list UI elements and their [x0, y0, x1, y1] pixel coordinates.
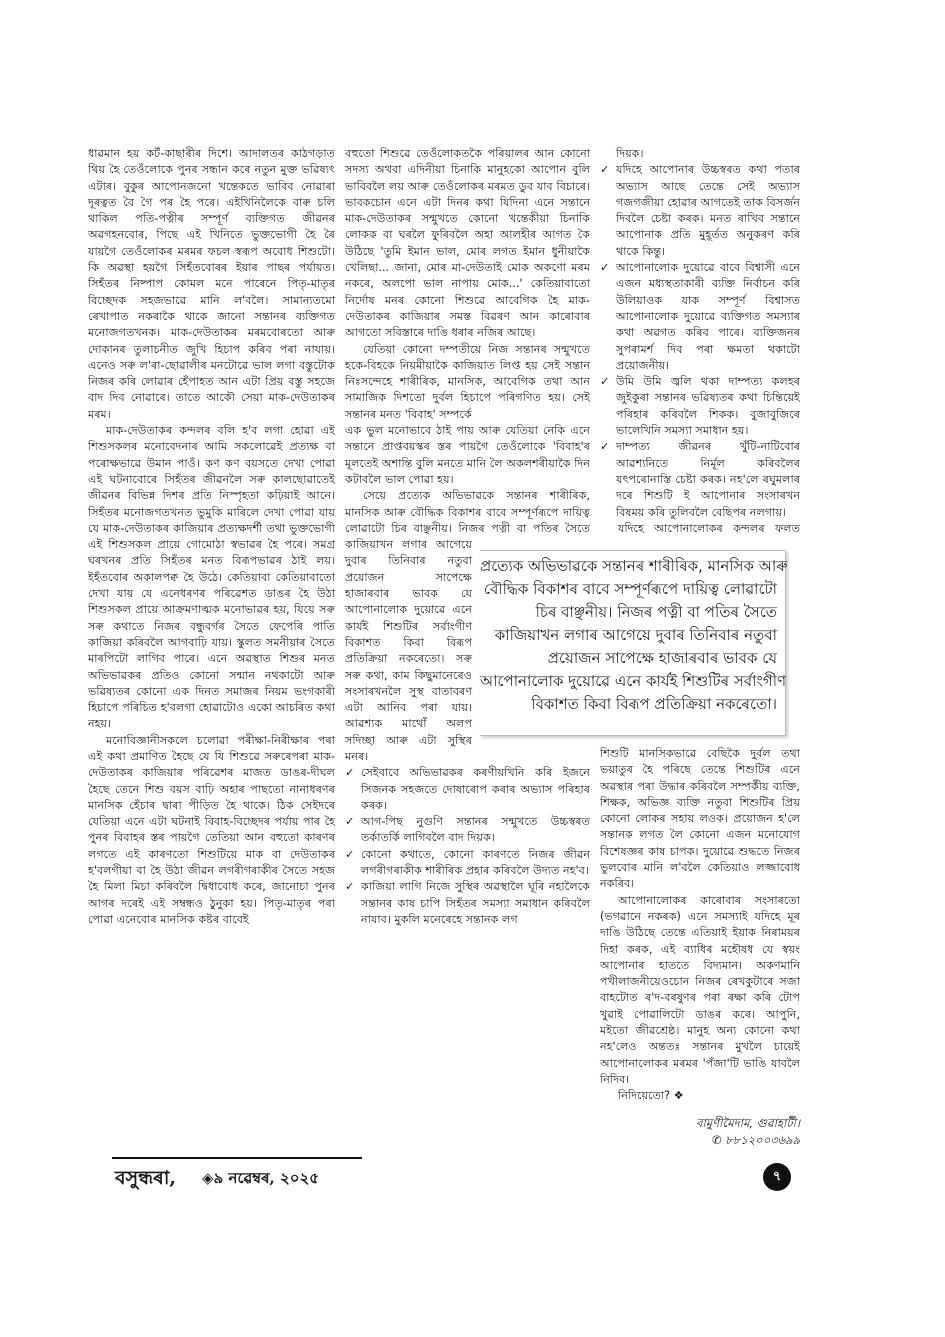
- pull-quote-line: বৌদ্ধিক বিকাশৰ বাবে সম্পূৰ্ণৰূপে দায়িত্ব লোৱাটো: [483, 580, 777, 598]
- paragraph: সেয়ে প্ৰত্যেক অভিভাৱকে সন্তানৰ শাৰীৰিক, মানসিক আৰু বৌদ্ধিক বিকাশৰ বাবে সম্পূৰ্ণৰূপে দায়িত্ব লোৱাটো চিৰ বাঞ্ছনীয়। নিজৰ পত্নী বা পতিৰ সৈতে কাজিয়াখন লগাৰ আগেয়ে দুবাৰ তিনিবাৰ নতুবা প্ৰয়োজন সাপেক্ষে হাজাৰবাৰ ভাবক যে আপোনালোক দুয়োৱে এনে কাৰ্যই শিশুটিৰ সৰ্বাংগীণ বিকাশত কিবা বিৰূপ প্ৰতিক্ৰিয়া নকৰেতো। সৰু সৰু কথা, কাম কিছুমানেৰেও সংসাৰখনলৈ সুস্থ বাতাবৰণ এটা আনিব পৰা যায়। আৱশ্যক মাথোঁ অলপ সদিচ্ছা আৰু এটা সুস্থিৰ মনৰ।: [345, 489, 590, 763]
- paragraph: এক ভুল মনোভাবে ঠাই পায় আৰু যেতিয়া নেকি এনে সন্তানে প্ৰাপ্তবয়স্কৰ স্তৰ পায়গৈ তেওঁলোকে 'বিবাহ'ৰ মূলতেই অশান্তি বুলি মনতে মানি লৈ অকলশৰীয়াকৈ দিন কটাবলৈ ভাল পোৱা হয়।: [345, 424, 590, 486]
- paragraph: মনোবিজ্ঞানীসকলে চলোৱা পৰীক্ষা-নিৰীক্ষাৰ পৰা এই কথা প্ৰমাণিত হৈছে যে যি শিশুৱে সৰুৰেপৰা মাক-দেউতাকৰ কাজিয়াৰ পৰিৱেশৰ মাজত ডাঙৰ-দীঘল হৈছে তেনে শিশু বয়স বাঢ়ি অহাৰ পাছতো নানাধৰণৰ মানসিক হেঁচাৰ দ্বাৰা পীড়িত হৈ থাকে। ঠিক সেইদৰে যেতিয়া এনে এটা ঘটনাই বিবাহ-বিচ্ছেদৰ পৰ্যায় পাৰ হৈ পুনৰ বিবাহৰ স্তৰ পায়গৈ তেতিয়া আন বহুতো কাৰণৰ লগতে এই কাৰণতো শিশুটিয়ে মাক বা দেউতাকৰ হ'বলগীয়া বা হৈ উঠা জীৱন লগৰীগৰাকীৰ সৈতে সহজ হৈ মিলা মিচা কৰিবলৈ দ্বিধাবোধ কৰে, জানোচা পুনৰ আগৰ দৰেই এই সম্বন্ধও ঠুনুকা হয়। পিতৃ-মাতৃৰ পৰা পোৱা এনেবোৰ মানসিক কষ্টৰ বাবেই: [88, 733, 335, 926]
- tip-item: ✓ কাজিয়া লাগি নিজে সুস্থিৰ অৱস্থালৈ ঘূৰি নহালৈকে সন্তানৰ কাষ চাপি সিহঁতৰ সমস্যা সমাধান কৰিবলৈ নাযাব। মুকলি মনেৰেহে সন্তানক লগ: [345, 879, 590, 928]
- pull-quote-line: প্ৰয়োজন সাপেক্ষে হাজাৰবাৰ ভাবক যে: [547, 649, 777, 667]
- tip-item: ✓ সেইবাবে অভিভাৱকৰ কৰণীয়খিনি কৰি ইজনে সিজনক সহজতে দোষাৰোপ কৰাৰ অভ্যাস পৰিহাৰ কৰক।: [345, 765, 590, 814]
- paragraph: নিদিয়েতো? ❖: [618, 1089, 684, 1103]
- pull-quote-box: [480, 550, 786, 736]
- tips-list: [600, 162, 800, 521]
- magazine-name: বসুন্ধৰা,: [115, 1166, 176, 1189]
- paragraph: যেতিয়া কোনো দম্পতীয়ে নিজ সন্তানৰ সন্মুখতে হকে-বিহকে নিয়মীয়াকৈ কাজিয়াত লিপ্ত হয় সেই সন্তান নিঃসন্দেহে শাৰীৰিক, মানসিক, আবেগিক তথা আন সামাজিক দিশতো দুৰ্বল হিচাপে পৰিগণিত হয়। সেই সন্তানৰ মনত 'বিবাহ' সম্পৰ্কে: [345, 342, 590, 421]
- tip-item: ✓ দাম্পত্য জীৱনৰ খুঁটি-নাটিবোৰ আৱশ্যনিতে নিৰ্মূল কৰিবলৈৰ যৎপৰোনাস্তি চেষ্টা কৰক। নহ'লে ৰঘুমলাৰ দৰে শিশুটি ই আপোনাৰ সংসাৰখন বিষময় কৰি তুলিবলৈ বেছিপৰ নলগায়।: [600, 439, 800, 520]
- paragraph: মাক-দেউতাকৰ কন্দলৰ বলি হ'ব লগা হোৱা এই শিশুসকলৰ মনোবেদনাৰ আমি সকলোৱেই প্ৰত্যক্ষ বা পৰোক্ষভাৱে উমান পাওঁ। কণ কণ বয়সতে দেখা পোৱা এই ঘটনাবোৰে সিহঁতৰ জীৱনলৈ সৰু কালছোৱাতেই জীৱনৰ বিভিন্ন দিশৰ প্ৰতি নিস্পৃহতা কঢ়িয়াই আনে। সিহঁতৰ মনোজগতখনত ভুমুকি মাৰিলে দেখা পোৱা যায় যে মাক-দেউতাকৰ কাজিয়াৰ প্ৰত্যক্ষদৰ্শী তথা ভুক্তভোগী এই শিশুসকল প্ৰায়ে গোমোঠা স্বভাৱৰ হৈ পৰে। সমগ্ৰ ঘৰখনৰ প্ৰতি সিহঁতৰ মনত বিৰূপভাৱৰ ঠাই লয়। ইহঁতবোৰ অকালপক্ব হৈ উঠে। কেতিয়াবা কেতিয়াবাতো দেখা যায় যে এনেধৰণৰ পৰিৱেশত ডাঙৰ হৈ উঠা শিশুসকল প্ৰায়ে আক্ৰমণাত্মক মনোভাৱৰ হয়, যিয়ে সৰু সৰু কথাতে নিজৰ বন্ধুবৰ্গৰ সৈতে ফেপেৰি পাতি কাজিয়া কৰিবলৈ আগবাঢ়ি যায়। স্কুলত সমনীয়াৰ সৈতে মাৰপিটো লাগিব পাৰে। এনে অৱস্থাত শিশুৰ মনত অভিভাৱকৰ প্ৰতিও কোনো সন্মান নথকাটো আৰু ভৱিষ্যতৰ কোনো এক দিনত সমাজৰ নিয়ম ভংগকাৰী হিচাপে পৰিচিত হ'বলগা হোৱাটোও একো আচৰিত কথা নহয়।: [88, 424, 335, 731]
- author-address: বামুণীমৈদাম, গুৱাহাটী।: [696, 1115, 800, 1130]
- pull-quote-line: আপোনালোক দুয়োৱে এনে কাৰ্যই শিশুটিৰ সৰ্বাংগীণ: [480, 672, 787, 690]
- paragraph: আপোনালোকৰ কাৰোবাৰ সংসাৰতো (ভগৱানে নকৰক) এনে সমস্যাই যদিহে মূৰ দাঙি উঠিছে তেন্তে এতিয়াই ইয়াক নিৰাময়ৰ দিহা কৰক, এই ব্যাধিৰ মহৌষধ যে স্বয়ং আপোনাৰ হাততে বিদ্যমান। অকণমানি পখীলাজনীয়েওচোন নিজৰ ৰেখকুটাৰে সজা বাহটোত ৰ'দ-বৰষুণৰ পৰা ৰক্ষা কৰি টোপ খুৱাই পোৱালিটো ডাঙৰ কৰে। আপুনি, মইতো জীৱশ্ৰেষ্ঠ। মানুহ অন্য কোনো কথা নহ'লেও অন্ততঃ সন্তানৰ মুখলৈ চায়েই আপোনালোকৰ মৰমৰ 'পঁজা'টি ভাঙি যাবলৈ নিদিব।: [600, 893, 800, 1086]
- article-column-1: [88, 146, 335, 928]
- paragraph: বহুতো শিশুৱে তেওঁলোকতকৈ পৰিয়ালৰ আন কোনো সদস্য অথবা এদিনীয়া চিনাকি মানুহকো আপোন বুলি ভাবিবলৈ লয় আৰু তেওঁলোকৰ মৰমত ডুব যাব বিচাৰে। ভাবকচোন এনে এটা দিনৰ কথা যিদিনা এনে সন্তানে মাক-দেউতাকৰ সন্মুখতে কোনো খন্তেকীয়া চিনাকি লোকক বা ঘৰলৈ ফুৰিবলৈ অহা আলহীৰ আগত কৈ উঠিছে 'তুমি ইমান ভাল, মোৰ লগত ইমান ধুনীয়াকৈ খেলিছা... জানা, মোৰ মা-দেউতাই মোক অকণো মৰম নকৰে, অলপো ভাল নাপায় মোক...' কেতিয়াবাতো নিৰ্দোষ মনৰ কোনো শিশুৱে আবেগিক হৈ মাক-দেউতাকৰ কাজিয়াৰ সমস্ত বিৱৰণ আন কাৰোবাৰ আগতো সবিস্তাৰে দাঙি ধৰাৰ নজিৰ আছে।: [345, 147, 590, 340]
- tip-item: ✓ উমি উমি জ্বলি থকা দাম্পত্য কলহৰ জুইকুৰা সন্তানৰ ভৱিষ্যতৰ কথা চিন্তিয়েই পৰিহাৰ কৰিবলৈ শিকক। বুজাবুজিৰে ভালেখিনি সমস্যা সমাধান হয়।: [600, 374, 800, 439]
- tip-item: ✓ কোনো কথাতে, কোনো কাৰণতে নিজৰ জীৱন লগৰীগৰাকীক শাৰীৰিক প্ৰহাৰ কৰিবলৈ উদ্যত নহ'ব।: [345, 847, 590, 880]
- paragraph: যদিহে আপোনালোকৰ কন্দলৰ ফলত শিশুটি মানসিকভাৱে বেছিকৈ দুৰ্বল তথা ভয়াতুৰ হৈ পৰিছে তেন্তে শিশুটিৰ এনে অৱস্থাৰ পৰা উদ্ধাৰ কৰিবলৈ সম্পৰ্কীয় ব্যক্তি, শিক্ষক, অভিজ্ঞ ব্যক্তি নতুবা শিশুটিৰ প্ৰিয় কোনো লোকৰ সহায় লওক। প্ৰয়োজন হ'লে সন্তানক লগত লৈ কোনো এজন মনোযোগ বিশেষজ্ঞৰ কাষ চাপক। দুয়োৱে শুদ্ধতে নিজৰ ভুলবোৰ মানি ল'বলৈ কেতিয়াও লজ্জাবোধ নকৰিব।: [600, 521, 800, 891]
- page-footer: [88, 1157, 800, 1193]
- issue-date: ◈৯ নৱেম্বৰ, ২০২৫: [202, 1168, 319, 1187]
- tip-item: ✓ আগ-পিছ নুগুণি সন্তানৰ সন্মুখতে উচ্চস্বৰত তৰ্কাতৰ্কি লাগিবলৈ বাদ দিয়ক।: [345, 814, 590, 847]
- tips-list: [345, 765, 590, 928]
- footer-divider: [112, 1157, 362, 1159]
- pull-quote-line: বিকাশত কিবা বিৰূপ প্ৰতিক্ৰিয়া নকৰেতো।: [531, 695, 777, 713]
- pull-quote-line: প্ৰত্যেক অভিভাৱকে সন্তানৰ শাৰীৰিক, মানসিক আৰু: [480, 557, 788, 575]
- pull-quote-line: কাজিয়াখন লগাৰ আগেয়ে দুবাৰ তিনিবাৰ নতুবা: [494, 626, 777, 644]
- article-page: [88, 146, 800, 1193]
- tip-item: ✓ যদিহে আপোনাৰ উচ্চস্বৰত কথা পতাৰ অভ্যাস আছে তেন্তে সেই অভ্যাস গজগজীয়া হোৱাৰ আগতেই তাক বিসৰ্জন দিবলৈ চেষ্টা কৰক। মনত ৰাখিব সন্তানে আপোনাক প্ৰতি মুহূৰ্তত অনুকৰণ কৰি থাকে কিন্তু।: [600, 162, 800, 260]
- author-phone: ✆ ৮৮১২০০৩৬৯৯: [712, 1132, 800, 1147]
- author-signature: [600, 1115, 800, 1149]
- pull-quote-line: চিৰ বাঞ্ছনীয়। নিজৰ পত্নী বা পতিৰ সৈতে: [535, 603, 777, 621]
- paragraph: ধাৱমান হয় কৰ্ট-কাছাৰীৰ দিশে। আদালতৰ কাঠগড়াত থিয় হৈ তেওঁলোকে পুনৰ সন্ধান কৰে নতুন মুক্ত ভৱিষ্যৎ এটাৰ। বুকুৰ আপোনজনো খন্তেকতে ভাবিব নোৱাৰা দূৰত্বত বৈ গৈ পৰ হৈ পৰে। এইখিনিলৈকে বাৰু চলি থাকিল পতি-পত্নীৰ সম্পূৰ্ণ ব্যক্তিগত জীৱনৰ অৱগহনবোৰ, পিছে এই খিনিতে ভুক্তভোগী হৈ ৰৈ যায়গৈ তেওঁলোকৰ মৰমৰ ফচল স্বৰূপ অবোধ শিশুটো। কি অৱস্থা হয়গৈ সিহঁতবোৰৰ ইয়াৰ পাছৰ পৰ্যায়ত। সিহঁতৰ নিষ্পাপ কোমল মনে পাৰেনে পিতৃ-মাতৃৰ বিচ্ছেদক সহজভাৱে মানি ল'বলৈ। সামান্যতমো ৰেখাপাত নকৰাকৈ থাকে জানো সন্তানৰ ব্যক্তিগত মনোজগতখনক। মাক-দেউতাকৰ মৰমবোৰতো আৰু দোকানৰ তুলাচনীত জুখি হিচাপ কৰিব পৰা নাযায়। এনেও সৰু ল'ৰা-ছোৱালীৰ মনটোৱে ভাল লগা বস্তুটোক নিজৰ কৰি লোৱাৰ হেঁপাহত আন এটা প্ৰিয় বস্তু সহজে বাদ দিব নোৱাৰে। তাতে আকৌ সেয়া মাক-দেউতাকৰ মৰম।: [88, 147, 335, 421]
- tip-item: ✓ আপোনালোক দুয়োৱে বাবে বিশ্বাসী এনে এজন মধ্যস্থতাকাৰী ব্যক্তি নিৰ্বাচন কৰি উলিয়াওক যাক সম্পূৰ্ণ বিশ্বাসত আপোনালোক দুয়োৱে ব্যক্তিগত সমস্যাৰ কথা অৱগত কৰিব পাৰে। ব্যক্তিজনৰ সুপৰামৰ্শ দিব পৰা ক্ষমতা থকাটো প্ৰয়োজনীয়।: [600, 260, 800, 374]
- article-column-2: [345, 146, 590, 928]
- paragraph: দিয়ক।: [616, 147, 644, 160]
- page-number: ৭: [763, 1163, 791, 1191]
